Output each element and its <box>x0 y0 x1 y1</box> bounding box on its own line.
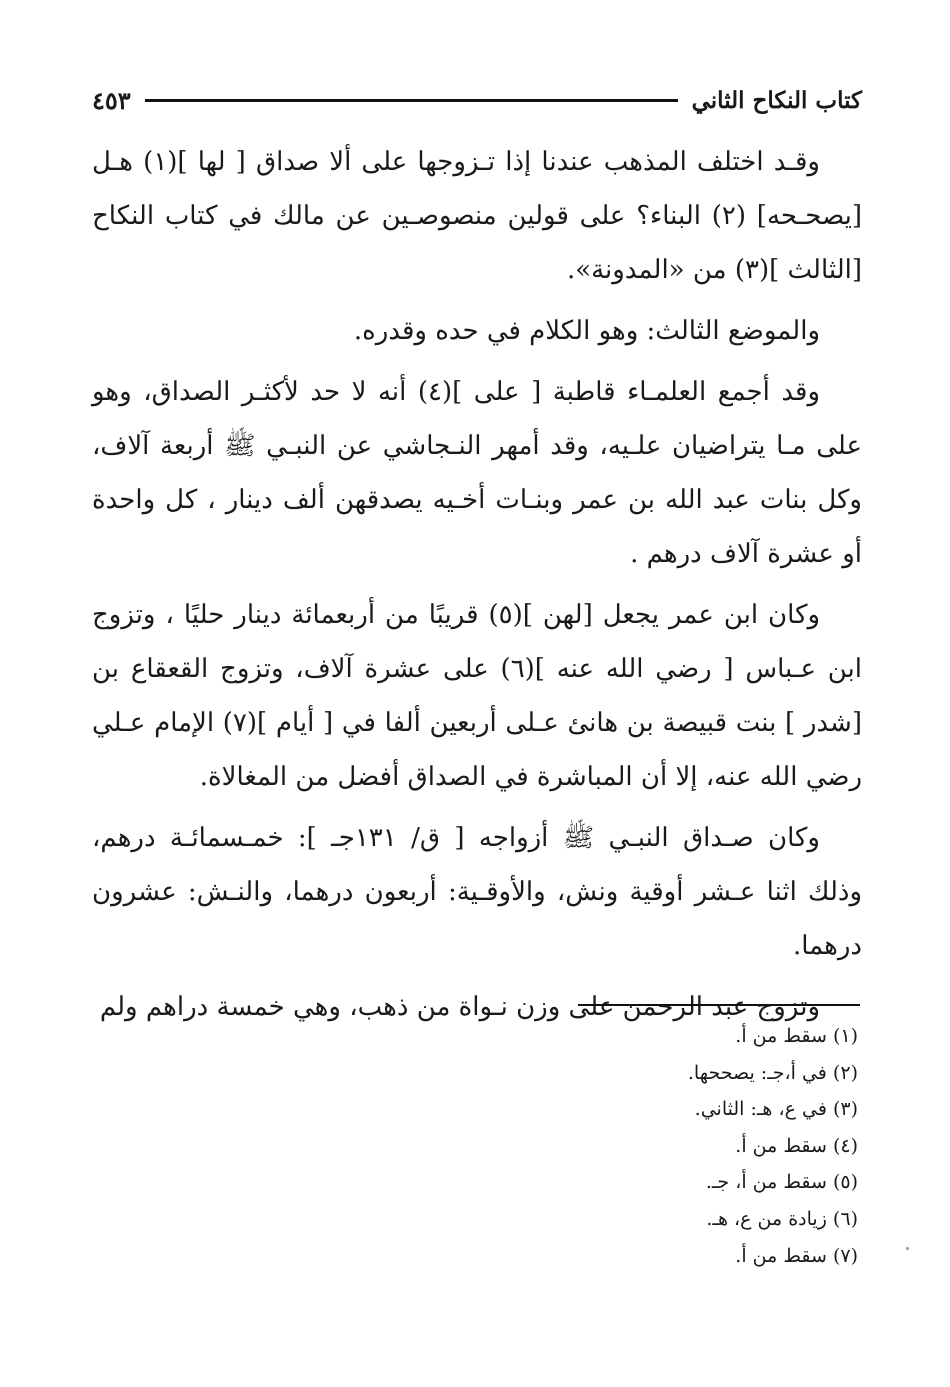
paragraph: وكان ابن عمر يجعل [لهن ](٥) قريبًا من أربعمائة دينار حليًا ، وتزوج ابن عـباس [ رضي الله عنه ](٦) على عشرة آلاف، وتزوج القعقاع بن [شدر ] بنت قبيصة بن هانئ عـلى أربعين ألفا في [ أيام ](٧) الإمام عـلي رضي الله عنه، إلا أن المباشرة في الصداق أفضل من المغالاة. <box>92 600 863 792</box>
body-text <box>92 135 862 1041</box>
page-number: ٤٥٣ <box>92 85 131 115</box>
footnote-separator <box>578 1004 860 1006</box>
footnote: (١) سقط من أ. <box>735 1025 858 1047</box>
footnote: (٧) سقط من أ. <box>735 1244 858 1267</box>
paragraph: والموضع الثالث: وهو الكلام في حده وقدره. <box>353 316 820 346</box>
page-header <box>92 80 862 120</box>
paragraph: وقد أجمع العلمـاء قاطبة [ على ](٤) أنه لا حد لأكثـر الصداق، وهو على مـا يتراضيان علـيه، وقد أمهر النـجاشي عن النبـي ﷺ أربعة آلاف، وكل بنات عبد الله بن عمر وبنـات أخـيه يصدقهن ألف دينار ، كل واحدة أو عشرة آلاف درهم . <box>92 377 862 569</box>
paragraph: وتزوج عبد الرحمن على وزن نـواة من ذهب، وهي خمسة دراهم ولم <box>99 992 820 1022</box>
footnote: (٦) زيادة من ع، هـ. <box>706 1207 858 1230</box>
footnote: (٥) سقط من أ، جـ. <box>705 1171 858 1194</box>
paragraph: وكان صـداق النبـي ﷺ أزواجه [ ق/ ١٣١جـ ]: خمـسمائـة درهم، وذلك اثنا عـشر أوقية ونش، والأوقـية: أربعون درهما، والنـش: عشرون درهما. <box>92 823 862 961</box>
running-title: كتاب النكاح الثاني <box>691 86 862 114</box>
header-rule <box>145 99 678 102</box>
footnote: (٣) في ع، هـ: الثاني. <box>694 1098 858 1121</box>
footnotes <box>92 1018 858 1274</box>
footnote: (٢) في أ،جـ: يصححها. <box>687 1061 858 1084</box>
paragraph: وقـد اختلف المذهب عندنا إذا تـزوجها على ألا صداق [ لها ](١) هـل [يصحـحه] (٢) البناء؟ على قولين منصوصـين عن مالك في كتاب النكاح [الثالث ](٣) من «المدونة». <box>92 147 862 285</box>
footnote: (٤) سقط من أ. <box>735 1134 858 1157</box>
scan-speck <box>906 1247 909 1250</box>
